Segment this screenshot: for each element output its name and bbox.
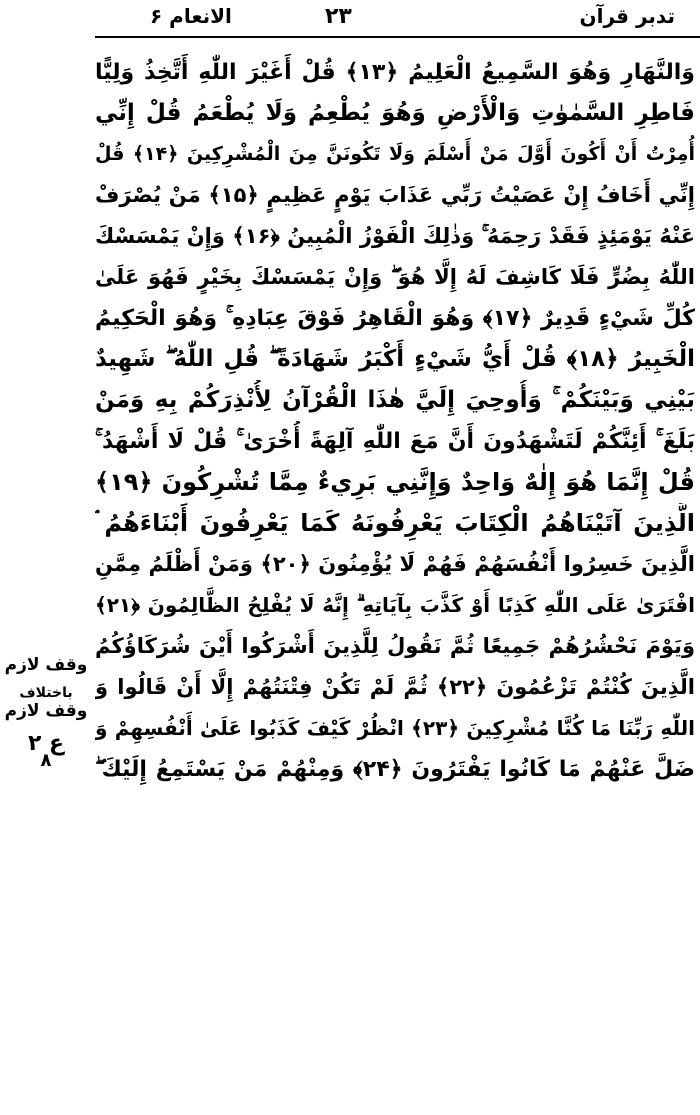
verse-line: اللّٰهِ رَبِّنَا مَا كُنَّا مُشْرِكِينَ ﴿۲۳﴾ انْظُرْ كَيْفَ كَذَبُوا عَلَىٰ أَنْفُسِهِمْ وَ bbox=[95, 716, 695, 740]
verse-line: الَّذِينَ خَسِرُوا أَنْفُسَهُمْ فَهُمْ لَا يُؤْمِنُونَ ﴿۲۰﴾ وَمَنْ أَظْلَمُ مِمَّنِ bbox=[95, 552, 695, 576]
verse-line: فَاطِرِ السَّمٰوٰتِ وَالْأَرْضِ وَهُوَ يُطْعِمُ وَلَا يُطْعَمُ قُلْ إِنِّي bbox=[95, 100, 695, 126]
stop-required-note-2: وقف لازم bbox=[4, 701, 88, 721]
page-header bbox=[0, 0, 700, 40]
verse-line: كُلِّ شَيْءٍ قَدِيرٌ ﴿۱۷﴾ وَهُوَ الْقَاهِرُ فَوْقَ عِبَادِهِ ۚ وَهُوَ الْحَكِيمُ bbox=[95, 306, 695, 331]
quran-text-body bbox=[95, 52, 695, 1110]
verse-line: الْخَبِيرُ ﴿۱۸﴾ قُلْ أَيُّ شَيْءٍ أَكْبَرُ شَهَادَةً ۖ قُلِ اللّٰهُ ۖ شَهِيدٌ bbox=[95, 346, 695, 372]
verse-line: عَنْهُ يَوْمَئِذٍ فَقَدْ رَحِمَهُ ۚ وَذٰلِكَ الْفَوْزُ الْمُبِينُ ﴿۱۶﴾ وَإِنْ يَمْسَسْكَ bbox=[95, 224, 695, 248]
surah-name: الانعام ۶ bbox=[150, 4, 232, 28]
ruku-number: ۸ bbox=[40, 750, 52, 771]
verse-line: أُمِرْتُ أَنْ أَكُونَ أَوَّلَ مَنْ أَسْلَمَ وَلَا تَكُونَنَّ مِنَ الْمُشْرِكِينَ ﴿۱۴﴾ قُلْ bbox=[95, 143, 695, 165]
verse-line: بَيْنِي وَبَيْنَكُمْ ۚ وَأُوحِيَ إِلَيَّ هٰذَا الْقُرْآنُ لِأُنْذِرَكُمْ بِهِ وَمَنْ bbox=[95, 387, 695, 413]
with-difference-note: باختلاف bbox=[19, 685, 73, 701]
verse-line: إِنِّي أَخَافُ إِنْ عَصَيْتُ رَبِّي عَذَابَ يَوْمٍ عَظِيمٍ ﴿۱۵﴾ مَنْ يُصْرَفْ bbox=[95, 183, 695, 207]
header-rule bbox=[95, 36, 700, 38]
verse-line: افْتَرَىٰ عَلَى اللّٰهِ كَذِبًا أَوْ كَذَّبَ بِآيَاتِهِ ۗ إِنَّهُ لَا يُفْلِحُ الظَّالِمُونَ ﴿۲۱﴾ bbox=[95, 593, 695, 617]
page-number: ۲۳ bbox=[325, 4, 352, 29]
verse-line: وَالنَّهَارِ وَهُوَ السَّمِيعُ الْعَلِيمُ ﴿۱۳﴾ قُلْ أَغَيْرَ اللّٰهِ أَتَّخِذُ وَلِيًّا bbox=[95, 60, 695, 85]
verse-line: اللّٰهُ بِضُرٍّ فَلَا كَاشِفَ لَهُ إِلَّا هُوَ ۖ وَإِنْ يَمْسَسْكَ بِخَيْرٍ فَهُوَ عَلَىٰ bbox=[95, 265, 695, 289]
stop-required-note: وقف لازم bbox=[4, 655, 88, 675]
verse-line: وَيَوْمَ نَحْشُرُهُمْ جَمِيعًا ثُمَّ نَقُولُ لِلَّذِينَ أَشْرَكُوا أَيْنَ شُرَكَاؤُكُمُ bbox=[95, 634, 695, 658]
verse-line: الَّذِينَ كُنْتُمْ تَزْعُمُونَ ﴿۲۲﴾ ثُمَّ لَمْ تَكُنْ فِتْنَتُهُمْ إِلَّا أَنْ قَالُوا وَ bbox=[95, 675, 695, 699]
margin-notes bbox=[0, 655, 92, 771]
ruku-mark: ع ۲ bbox=[27, 731, 65, 756]
verse-line: قُلْ إِنَّمَا هُوَ إِلٰهٌ وَاحِدٌ وَإِنَّنِي بَرِيءٌ مِمَّا تُشْرِكُونَ ﴿۱۹﴾ bbox=[95, 468, 695, 496]
verse-line: الَّذِينَ آتَيْنَاهُمُ الْكِتَابَ يَعْرِفُونَهُ كَمَا يَعْرِفُونَ أَبْنَاءَهُمُ ۘ bbox=[95, 509, 695, 537]
book-title: تدبر قرآن bbox=[579, 4, 675, 28]
verse-line: بَلَغَ ۚ أَئِنَّكُمْ لَتَشْهَدُونَ أَنَّ مَعَ اللّٰهِ آلِهَةً أُخْرَىٰ ۚ قُلْ لَا أَشْهَدُ ۚ bbox=[95, 429, 695, 454]
verse-line: ضَلَّ عَنْهُمْ مَا كَانُوا يَفْتَرُونَ ﴿۲۴﴾ وَمِنْهُمْ مَنْ يَسْتَمِعُ إِلَيْكَ ۖ bbox=[95, 757, 695, 782]
